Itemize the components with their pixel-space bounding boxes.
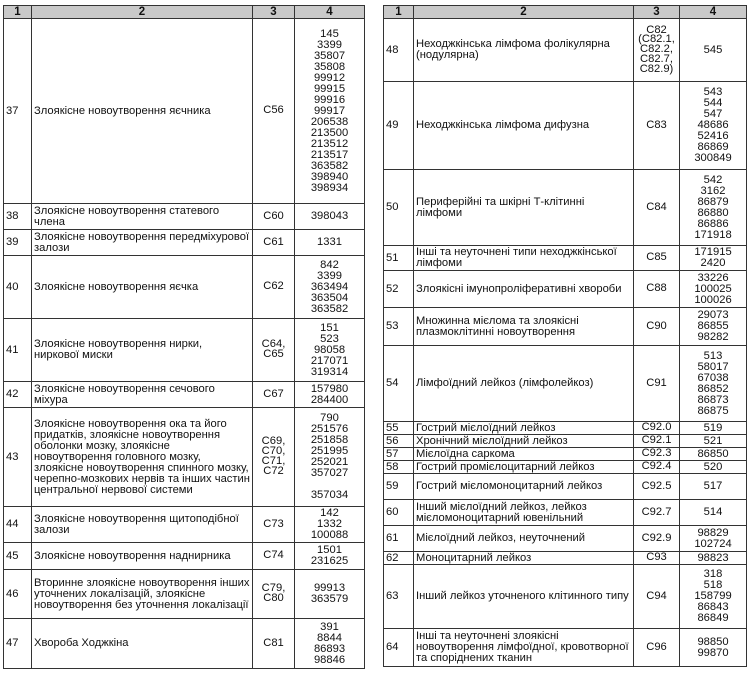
header-col-2: 2 — [32, 6, 253, 19]
row-number: 46 — [4, 570, 32, 619]
table-row — [4, 408, 365, 507]
row-values: 29073 86855 98282 — [680, 308, 747, 346]
table-row — [4, 256, 365, 319]
row-number: 45 — [4, 543, 32, 570]
row-values: 790 251576 251858 251995 252021 357027 357034 — [295, 408, 365, 507]
row-description: Злоякісне новоутворення нирки, ниркової миски — [32, 319, 253, 382]
row-description: Неходжкінська лімфома фолікулярна (нодулярна) — [414, 19, 634, 82]
row-values: 98850 99870 — [680, 629, 747, 667]
row-number: 38 — [4, 204, 32, 230]
row-values: 521 — [680, 435, 747, 448]
row-values: 545 — [680, 19, 747, 82]
row-number: 64 — [384, 629, 414, 667]
row-description: Моноцитарний лейкоз — [414, 552, 634, 565]
row-values: 151 523 98058 217071 319314 — [295, 319, 365, 382]
row-description: Злоякісні імунопроліферативні хвороби — [414, 271, 634, 308]
row-description: Злоякісне новоутворення наднирника — [32, 543, 253, 570]
row-code: C81 — [253, 619, 295, 669]
row-number: 42 — [4, 382, 32, 408]
header-col-3: 3 — [253, 6, 295, 19]
row-number: 62 — [384, 552, 414, 565]
row-values: 99913 363579 — [295, 570, 365, 619]
row-values: 145 3399 35807 35808 99912 99915 99916 99917 206538 213500 213512 213517 363582 398940 398934 — [295, 19, 365, 204]
row-number: 48 — [384, 19, 414, 82]
row-number: 51 — [384, 246, 414, 271]
row-number: 47 — [4, 619, 32, 669]
row-number: 53 — [384, 308, 414, 346]
row-values: 391 8844 86893 98846 — [295, 619, 365, 669]
row-description: Гострий промієлоцитарний лейкоз — [414, 461, 634, 474]
row-description: Мієлоїдна саркома — [414, 448, 634, 461]
row-number: 49 — [384, 82, 414, 170]
table-row — [4, 619, 365, 669]
row-values: 519 — [680, 422, 747, 435]
row-description: Гострий мієлоїдний лейкоз — [414, 422, 634, 435]
row-description: Інші та неуточнені типи неходжкінської лімфоми — [414, 246, 634, 271]
row-code: C84 — [634, 170, 680, 246]
table-row — [384, 435, 747, 448]
table-row — [4, 319, 365, 382]
row-code: C92.4 — [634, 461, 680, 474]
row-number: 58 — [384, 461, 414, 474]
row-number: 40 — [4, 256, 32, 319]
row-values: 517 — [680, 474, 747, 500]
row-code: C79, C80 — [253, 570, 295, 619]
row-number: 57 — [384, 448, 414, 461]
header-col-1: 1 — [4, 6, 32, 19]
row-description: Злоякісне новоутворення ока та його придатків, злоякісне новоутворення оболонки мозку, злоякісне новоутворення головного мозку, злоякісне новоутворення спинного мозку, черепно-мозкових нервів та інших частин центральної нервової системи — [32, 408, 253, 507]
row-code: C92.9 — [634, 526, 680, 552]
table-row — [384, 308, 747, 346]
row-number: 54 — [384, 346, 414, 422]
row-description: Злоякісне новоутворення передміхурової залози — [32, 230, 253, 256]
row-description: Периферійні та шкірні Т-клітинні лімфоми — [414, 170, 634, 246]
row-values: 98823 — [680, 552, 747, 565]
row-number: 61 — [384, 526, 414, 552]
header-col-3: 3 — [634, 6, 680, 19]
table-row — [384, 448, 747, 461]
row-description: Злоякісне новоутворення яєчка — [32, 256, 253, 319]
left-table — [3, 5, 365, 669]
row-number: 60 — [384, 500, 414, 526]
header-row — [4, 6, 365, 19]
table-row — [384, 422, 747, 435]
row-description: Злоякісне новоутворення статевого члена — [32, 204, 253, 230]
row-description: Хвороба Ходжкіна — [32, 619, 253, 669]
row-values: 142 1332 100088 — [295, 507, 365, 543]
table-row — [4, 543, 365, 570]
row-number: 37 — [4, 19, 32, 204]
row-description: Злоякісне новоутворення сечового міхура — [32, 382, 253, 408]
table-row — [384, 170, 747, 246]
row-values: 86850 — [680, 448, 747, 461]
row-code: C74 — [253, 543, 295, 570]
row-values: 318 518 158799 86843 86849 — [680, 565, 747, 629]
row-number: 50 — [384, 170, 414, 246]
table-row — [384, 500, 747, 526]
table-row — [4, 570, 365, 619]
row-description: Злоякісне новоутворення яєчника — [32, 19, 253, 204]
row-code: C82 (C82.1, C82.2, C82.7, C82.9) — [634, 19, 680, 82]
row-code: C73 — [253, 507, 295, 543]
row-values: 520 — [680, 461, 747, 474]
table-row — [384, 82, 747, 170]
row-description: Мієлоїдний лейкоз, неуточнений — [414, 526, 634, 552]
table-row — [384, 552, 747, 565]
table-row — [4, 382, 365, 408]
row-values: 157980 284400 — [295, 382, 365, 408]
row-code: C69, C70, C71, C72 — [253, 408, 295, 507]
row-values: 514 — [680, 500, 747, 526]
row-code: C93 — [634, 552, 680, 565]
row-description: Інший мієлоїдний лейкоз, лейкоз мієломоноцитарний ювенільний — [414, 500, 634, 526]
table-row — [4, 204, 365, 230]
row-number: 39 — [4, 230, 32, 256]
header-col-2: 2 — [414, 6, 634, 19]
row-values: 171915 2420 — [680, 246, 747, 271]
row-code: C92.1 — [634, 435, 680, 448]
row-code: C67 — [253, 382, 295, 408]
table-row — [4, 19, 365, 204]
row-values: 542 3162 86879 86880 86886 171918 — [680, 170, 747, 246]
table-row — [384, 271, 747, 308]
row-number: 59 — [384, 474, 414, 500]
row-code: C92.7 — [634, 500, 680, 526]
row-code: C88 — [634, 271, 680, 308]
row-description: Інші та неуточнені злоякісні новоутворення лімфоїдної, кровотворної та споріднених тканин — [414, 629, 634, 667]
row-number: 44 — [4, 507, 32, 543]
row-number: 41 — [4, 319, 32, 382]
table-row — [384, 19, 747, 82]
row-number: 43 — [4, 408, 32, 507]
row-code: C83 — [634, 82, 680, 170]
row-description: Вторинне злоякісне новоутворення інших уточнених локалізацій, злоякісне новоутворення без уточнення локалізації — [32, 570, 253, 619]
row-values: 842 3399 363494 363504 363582 — [295, 256, 365, 319]
header-col-4: 4 — [295, 6, 365, 19]
row-values: 1501 231625 — [295, 543, 365, 570]
row-description: Гострий мієломоноцитарний лейкоз — [414, 474, 634, 500]
row-values: 543 544 547 48686 52416 86869 300849 — [680, 82, 747, 170]
table-row — [384, 565, 747, 629]
table-row — [384, 474, 747, 500]
header-row — [384, 6, 747, 19]
row-description: Лімфоїдний лейкоз (лімфолейкоз) — [414, 346, 634, 422]
row-code: C85 — [634, 246, 680, 271]
row-code: C94 — [634, 565, 680, 629]
table-row — [384, 346, 747, 422]
right-table — [383, 5, 747, 667]
table-row — [4, 507, 365, 543]
row-code: C92.5 — [634, 474, 680, 500]
row-code: C90 — [634, 308, 680, 346]
row-values: 398043 — [295, 204, 365, 230]
row-code: C91 — [634, 346, 680, 422]
row-description: Хронічний мієлоїдний лейкоз — [414, 435, 634, 448]
row-values: 513 58017 67038 86852 86873 86875 — [680, 346, 747, 422]
header-col-4: 4 — [680, 6, 747, 19]
table-row — [384, 461, 747, 474]
row-code: C64, C65 — [253, 319, 295, 382]
row-number: 56 — [384, 435, 414, 448]
row-description: Множинна мієлома та злоякісні плазмоклітинні новоутворення — [414, 308, 634, 346]
row-code: C96 — [634, 629, 680, 667]
row-description: Неходжкінська лімфома дифузна — [414, 82, 634, 170]
row-code: C60 — [253, 204, 295, 230]
row-values: 1331 — [295, 230, 365, 256]
row-code: C61 — [253, 230, 295, 256]
row-number: 55 — [384, 422, 414, 435]
header-col-1: 1 — [384, 6, 414, 19]
row-values: 33226 100025 100026 — [680, 271, 747, 308]
row-description: Інший лейкоз уточненого клітинного типу — [414, 565, 634, 629]
row-code: C56 — [253, 19, 295, 204]
table-row — [384, 526, 747, 552]
row-values: 98829 102724 — [680, 526, 747, 552]
row-code: C92.0 — [634, 422, 680, 435]
row-code: C92.3 — [634, 448, 680, 461]
row-number: 52 — [384, 271, 414, 308]
row-code: C62 — [253, 256, 295, 319]
table-row — [384, 629, 747, 667]
table-row — [384, 246, 747, 271]
row-description: Злоякісне новоутворення щитоподібної залози — [32, 507, 253, 543]
row-number: 63 — [384, 565, 414, 629]
table-row — [4, 230, 365, 256]
